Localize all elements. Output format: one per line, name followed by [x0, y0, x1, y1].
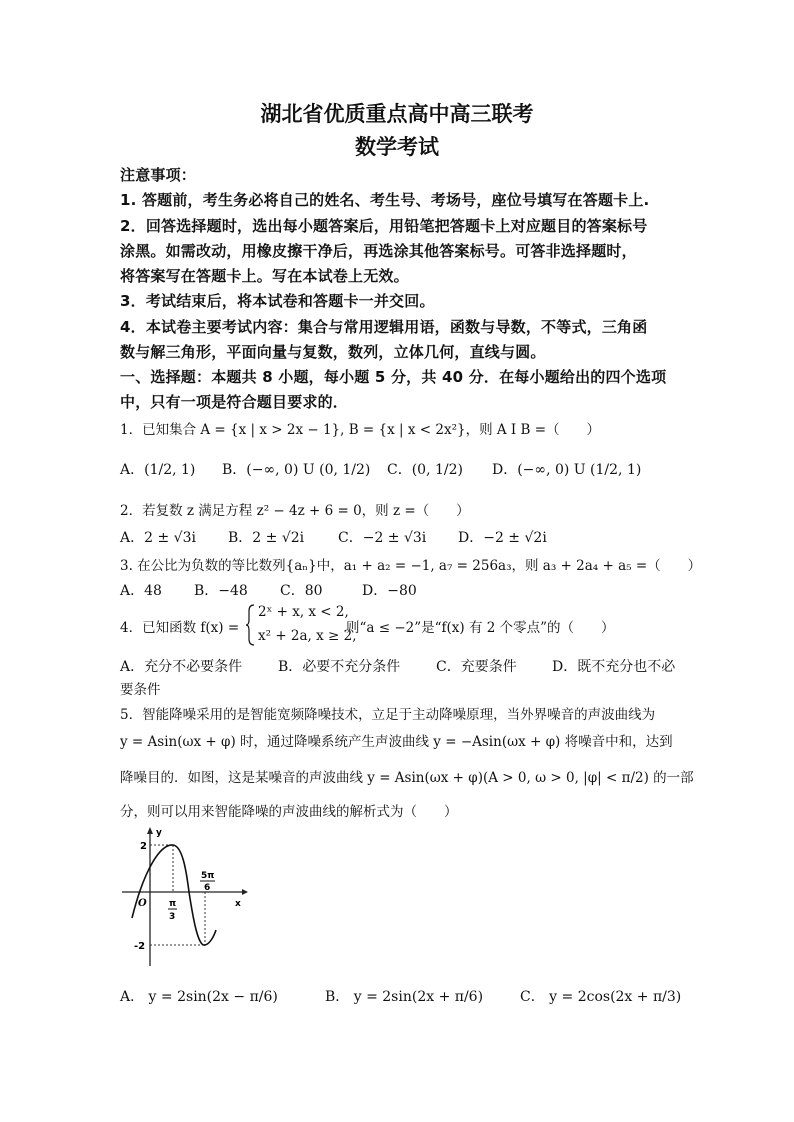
exam-title: 湖北省优质重点高中高三联考 — [260, 102, 534, 126]
y-min-label: -2 — [134, 941, 146, 952]
note-line-6: 4．本试卷主要考试内容：集合与常用逻辑用语，函数与导数，不等式，三角函 — [120, 318, 648, 336]
note-line-4: 将答案写在答题卡上。写在本试卷上无效。 — [120, 267, 409, 285]
q5-line-3: 降噪目的．如图，这是某噪音的声波曲线 y = Asin(ωx + φ)(A > 0, ω > 0, |φ| < π/2) 的一部 — [120, 770, 694, 786]
note-line-5: 3．考试结束后，将本试卷和答题卡一并交回。 — [120, 292, 435, 310]
q5-line-2: y = Asin(ωx + φ) 时，通过降噪系统产生声波曲线 y = −Asin(ωx + φ) 将噪音中和，达到 — [120, 734, 673, 750]
q4-option-d[interactable]: D．既不充分也不必 — [552, 659, 676, 675]
note-line-3: 涂黑。如需改动，用橡皮擦干净后，再选涂其他答案标号。可答非选择题时， — [120, 242, 637, 260]
q3-stem: 3. 在公比为负数的等比数列{aₙ}中，a₁ + a₂ = −1, a₇ = 256a₃，则 a₃ + 2a₄ + a₅ =（ ） — [120, 558, 702, 574]
q5-line-4: 分，则可以用来智能降噪的声波曲线的解析式为（ ） — [120, 804, 458, 820]
exam-subtitle: 数学考试 — [355, 135, 439, 159]
tick-5pi-over-6-den: 6 — [204, 883, 211, 893]
q3-option-a[interactable]: A．48 — [120, 583, 162, 599]
q3-option-c[interactable]: C．80 — [280, 583, 323, 599]
note-line-1: 1. 答题前，考生务必将自己的姓名、考生号、考场号，座位号填写在答题卡上. — [120, 191, 650, 209]
origin-label: O — [138, 898, 147, 909]
section-heading: 一、选择题：本题共 8 小题，每小题 5 分，共 40 分．在每小题给出的四个选项 — [120, 368, 667, 386]
q2-stem: 2．若复数 z 满足方程 z² − 4z + 6 = 0，则 z =（ ） — [120, 503, 470, 519]
q4-option-c[interactable]: C．充要条件 — [436, 659, 517, 675]
q2-option-c[interactable]: C．−2 ± √3i — [338, 530, 427, 546]
q4-brace — [246, 603, 256, 647]
tick-pi-over-3-den: 3 — [169, 912, 176, 922]
tick-pi-over-3-num: π — [169, 899, 177, 909]
sine-curve — [132, 845, 216, 945]
y-max-label: 2 — [140, 841, 147, 852]
q4-option-d-wrap: 要条件 — [120, 682, 161, 698]
q4-case-2: x² + 2a, x ≥ 2, — [258, 628, 357, 644]
q4-suffix: 则“a ≤ −2”是“f(x) 有 2 个零点”的（ ） — [346, 620, 615, 636]
section-heading-cont: 中，只有一项是符合题目要求的． — [120, 393, 349, 411]
q4-option-a[interactable]: A．充分不必要条件 — [120, 659, 243, 675]
x-axis-arrow-icon — [242, 889, 248, 895]
tick-5pi-over-6-num: 5π — [201, 871, 215, 881]
x-axis-label: x — [235, 899, 241, 909]
notes-heading: 注意事项： — [120, 166, 197, 184]
note-line-7: 数与解三角形，平面向量与复数，数列，立体几何，直线与圆。 — [120, 343, 546, 361]
y-axis-label: y — [156, 828, 162, 838]
q3-option-d[interactable]: D．−80 — [362, 583, 417, 599]
q2-option-b[interactable]: B．2 ± √2i — [228, 530, 305, 546]
y-axis-arrow-icon — [147, 827, 153, 834]
q1-stem: 1．已知集合 A = {x | x > 2x − 1}, B = {x | x < 2x²}，则 A I B =（ ） — [120, 422, 601, 438]
q5-option-b[interactable]: B． y = 2sin(2x + π/6) — [325, 989, 484, 1005]
sine-wave-graph — [118, 826, 248, 968]
q1-option-d[interactable]: D．(−∞, 0) U (1/2, 1) — [492, 462, 642, 478]
q1-option-a[interactable]: A．(1/2, 1) — [120, 462, 196, 478]
q4-prefix: 4．已知函数 f(x) = — [120, 620, 240, 636]
q2-option-a[interactable]: A．2 ± √3i — [120, 530, 196, 546]
q5-option-c[interactable]: C． y = 2cos(2x + π/3) — [520, 989, 682, 1005]
q3-option-b[interactable]: B．−48 — [194, 583, 248, 599]
q4-case-1: 2ˣ + x, x < 2, — [258, 604, 349, 620]
note-line-2: 2．回答选择题时，选出每小题答案后，用铅笔把答题卡上对应题目的答案标号 — [120, 217, 648, 235]
q1-option-c[interactable]: C．(0, 1/2) — [387, 462, 463, 478]
q2-option-d[interactable]: D．−2 ± √2i — [458, 530, 547, 546]
q1-option-b[interactable]: B．(−∞, 0) U (0, 1/2) — [222, 462, 371, 478]
q4-option-b[interactable]: B．必要不充分条件 — [278, 659, 401, 675]
q5-option-a[interactable]: A． y = 2sin(2x − π/6) — [120, 989, 278, 1005]
q5-line-1: 5．智能降噪采用的是智能宽频降噪技术，立足于主动降噪原理，当外界噪音的声波曲线为 — [120, 707, 656, 723]
